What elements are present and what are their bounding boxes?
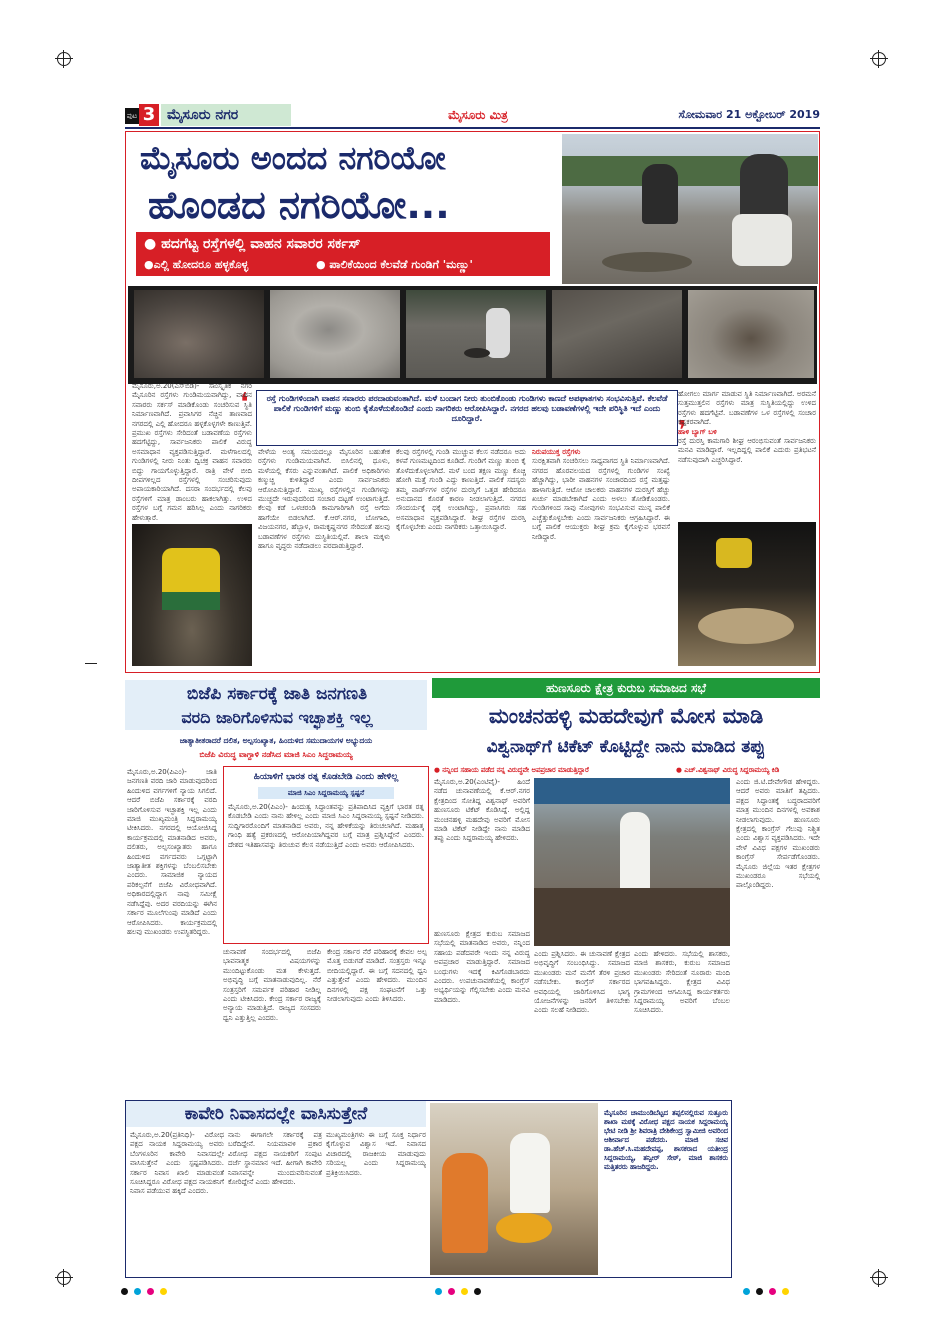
strip-photo-3 xyxy=(406,290,546,378)
strip-photo-3-pothole xyxy=(464,348,490,358)
hunsur-deck-2: ● ಎಚ್.ವಿಶ್ವನಾಥ್ ವಿರುದ್ಧ ಸಿದ್ದರಾಮಯ್ಯ ಕಿಡಿ xyxy=(676,766,780,774)
issue-date: ಸೋಮವಾರ 21 ಅಕ್ಟೋಬರ್ 2019 xyxy=(678,108,820,121)
dot-yellow xyxy=(160,1288,167,1295)
bjp-col-3: ಚುನಾವಣೆ ಸಂದರ್ಭದಲ್ಲಿ ಬಿಜೆಪಿ ಭಾವನಾತ್ಮಕ ವಿಷಯಗಳನ್ನು ಮುಂದಿಟ್ಟುಕೊಂಡು ಮತ ಕೇಳುತ್ತದೆ. ಅಭಿವೃದ್ಧಿ ಬಗ್ಗೆ ಮಾತನಾಡುವುದಿಲ್ಲ. ನೆರೆ ಸಂತ್ರಸ್ತರಿಗೆ ಸಮರ್ಪಕ ಪರಿಹಾರ ನೀಡಿಲ್ಲ ಎಂದು ಟೀಕಿಸಿದರು. ಕೇಂದ್ರ ಸರ್ಕಾರ ರಾಜ್ಯಕ್ಕೆ ಅನ್ಯಾಯ ಮಾಡುತ್ತಿದೆ. ರಾಜ್ಯದ ಸಂಸದರು ಧ್ವನಿ ಎತ್ತುತ್ತಿಲ್ಲ ಎಂದರು. xyxy=(223,948,321,1022)
strip-photo-4 xyxy=(552,290,682,378)
lead-photo-autorickshaw xyxy=(132,524,252,666)
bjp-headline-1: ಬಿಜೆಪಿ ಸರ್ಕಾರಕ್ಕೆ ಜಾತಿ ಜನಗಣತಿ xyxy=(186,684,368,704)
masthead xyxy=(125,104,820,126)
hunsur-col-3: ಎಂದು ಪ್ರಶ್ನಿಸಿದರು. ಈ ಚುನಾವಣೆ ಕ್ಷೇತ್ರದ ಅಭಿವೃದ್ಧಿಗೆ ಸಂಬಂಧಿಸಿದ್ದು. ಸಮಾಜದ ಮುಖಂಡರು ಮನೆ ಮನೆಗೆ ತೆರಳಿ ಪ್ರಚಾರ ನಡೆಸಬೇಕು. ಕಾಂಗ್ರೆಸ್ ಸರ್ಕಾರದ ಅವಧಿಯಲ್ಲಿ ಜಾರಿಗೊಳಿಸಿದ ಭಾಗ್ಯ ಯೋಜನೆಗಳನ್ನು ಜನರಿಗೆ ತಿಳಿಸಬೇಕು ಎಂದು ಸಲಹೆ ನೀಡಿದರು. xyxy=(534,950,630,1015)
bjp-subhead-1: ಜಾತ್ಯಾತೀತರಾದರೆ ದಲಿತ, ಅಲ್ಪಸಂಖ್ಯಾತ, ಹಿಂದುಳಿದ ಸಮುದಾಯಗಳ ಅಭ್ಯುದಯ xyxy=(179,736,373,745)
lead-col-4 xyxy=(532,448,670,666)
hunsur-col-1a: ಮೈಸೂರು,ಅ.20(ಎಂಟಿವೈ)- ಹಿಂದೆ ನಡೆದ ಚುನಾವಣೆಯಲ್ಲಿ ಕೆ.ಆರ್.ನಗರ ಕ್ಷೇತ್ರದಿಂದ ಸೋತಿದ್ದ ವಿಶ್ವನಾಥ್ ಅವರಿಗೆ ಹುಣಸೂರು ಟಿಕೆಟ್ ಕೊಡಿಸಿದ್ದೆ. ಅಲ್ಲಿದ್ದ ಮಂಚನಹಳ್ಳಿ ಮಹದೇವು ಅವರಿಗೆ ಮೋಸ ಮಾಡಿ ಟಿಕೆಟ್ ನೀಡಿದ್ದೇ ನಾನು ಮಾಡಿದ ತಪ್ಪು ಎಂದು ಸಿದ್ದರಾಮಯ್ಯ ಹೇಳಿದರು. xyxy=(434,778,530,843)
bjp-subhead-2: ಬಿಜೆಪಿ ವಿರುದ್ಧ ವಾಗ್ದಾಳಿ ನಡೆಸಿದ ಮಾಜಿ ಸಿಎಂ ಸಿದ್ದರಾಮಯ್ಯ xyxy=(199,750,353,759)
color-bar-right xyxy=(740,1280,820,1290)
kaveri-col-3: ಮುಖ್ಯಮಂತ್ರಿಗಳು ಈ ಬಗ್ಗೆ ಸೂಕ್ತ ನಿರ್ಧಾರ ಕೈಗೊಳ್ಳುವ ವಿಶ್ವಾಸ ಇದೆ. ನಿವಾಸದ ವಿಚಾರದಲ್ಲಿ ರಾಜಕೀಯ ಮಾಡುವುದು ಸರಿಯಲ್ಲ ಎಂದು ಸಿದ್ದರಾಮಯ್ಯ ಪ್ರತಿಕ್ರಿಯಿಸಿದರು. xyxy=(326,1131,426,1177)
lead-deck-line1: ● ಹದಗೆಟ್ಟ ರಸ್ತೆಗಳಲ್ಲಿ ವಾಹನ ಸವಾರರ ಸರ್ಕಸ್ xyxy=(144,236,361,252)
dot-black xyxy=(474,1288,481,1295)
pullquote-text: ರಸ್ತೆ ಗುಂಡಿಗಳಿಂದಾಗಿ ವಾಹನ ಸವಾರರು ಪರದಾಡುವಂತಾಗಿದೆ. ಮಳೆ ಬಂದಾಗ ನೀರು ತುಂಬಿಕೊಂಡು ಗುಂಡಿಗಳು ಕಾಣದೆ ಅಪಘಾತಗಳು ಸಂಭವಿಸುತ್ತಿವೆ. ಕೆಲವೆಡೆ ಪಾಲಿಕೆ ಗುಂಡಿಗಳಿಗೆ ಮಣ್ಣು ತುಂಬಿ ಕೈತೊಳೆದುಕೊಂಡಿದೆ ಎಂದು ನಾಗರಿಕರು ಆರೋಪಿಸಿದ್ದಾರೆ. ನಗರದ ಹಲವು ಬಡಾವಣೆಗಳಲ್ಲಿ ಇದೇ ಪರಿಸ್ಥಿತಿ ಇದೆ ಎಂದು ದೂರಿದ್ದಾರೆ. xyxy=(266,394,668,423)
masthead-rule xyxy=(125,127,820,129)
bjp-col-1: ಮೈಸೂರು,ಅ.20(ಪಿಎಂ)- ಜಾತಿ ಜನಗಣತಿ ವರದಿ ಜಾರಿ ಮಾಡುವುದರಿಂದ ಹಿಂದುಳಿದ ವರ್ಗಗಳಿಗೆ ನ್ಯಾಯ ಸಿಗಲಿದೆ. ಆದರೆ ಬಿಜೆಪಿ ಸರ್ಕಾರಕ್ಕೆ ವರದಿ ಜಾರಿಗೊಳಿಸುವ ಇಚ್ಛಾಶಕ್ತಿ ಇಲ್ಲ ಎಂದು ಮಾಜಿ ಮುಖ್ಯಮಂತ್ರಿ ಸಿದ್ದರಾಮಯ್ಯ ಟೀಕಿಸಿದರು. ನಗರದಲ್ಲಿ ಆಯೋಜಿಸಿದ್ದ ಕಾರ್ಯಕ್ರಮದಲ್ಲಿ ಮಾತನಾಡಿದ ಅವರು, ದಲಿತರು, ಅಲ್ಪಸಂಖ್ಯಾತರು ಹಾಗೂ ಹಿಂದುಳಿದ ವರ್ಗದವರು ಒಗ್ಗಟ್ಟಾಗಿ ಜಾತ್ಯಾತೀತ ಶಕ್ತಿಗಳನ್ನು ಬೆಂಬಲಿಸಬೇಕು ಎಂದರು. ಸಾಮಾಜಿಕ ನ್ಯಾಯದ ಪರಿಕಲ್ಪನೆಗೆ ಬಿಜೆಪಿ ವಿರೋಧವಾಗಿದೆ. ಅಧಿಕಾರದಲ್ಲಿದ್ದಾಗ ನಾವು ಸಮೀಕ್ಷೆ ನಡೆಸಿದ್ದೆವು. ಅದರ ವರದಿಯನ್ನು ಈಗಿನ ಸರ್ಕಾರ ಮೂಲೆಗುಂಪು ಮಾಡಿದೆ ಎಂದು ಆರೋಪಿಸಿದರು. ಕಾರ್ಯಕ್ರಮದಲ್ಲಿ ಹಲವು ಮುಖಂಡರು ಉಪಸ್ಥಿತರಿದ್ದರು. xyxy=(127,768,217,936)
lead-story xyxy=(125,131,820,673)
lead-deck-line2a: ●ಎಲ್ಲಿ ಹೋದರೂ ಹಳ್ಳಕೊಳ್ಳ xyxy=(144,258,249,271)
lead-col-3: ಕೆಲವು ರಸ್ತೆಗಳಲ್ಲಿ ಗುಂಡಿ ಮುಚ್ಚುವ ಕೆಲಸ ನಡೆದರೂ ಅದು ಕಳಪೆ ಗುಣಮಟ್ಟದಿಂದ ಕೂಡಿದೆ. ಗುಂಡಿಗೆ ಮಣ್ಣು ತುಂಬಿ ಕೈ ತೊಳೆದುಕೊಳ್ಳಲಾಗಿದೆ. ಮಳೆ ಬಂದ ತಕ್ಷಣ ಮಣ್ಣು ಕೊಚ್ಚಿ ಹೋಗಿ ಮತ್ತೆ ಗುಂಡಿ ಎದ್ದು ಕಾಣುತ್ತಿದೆ. ಪಾಲಿಕೆ ಸದಸ್ಯರು ತಮ್ಮ ವಾರ್ಡ್‌ಗಳ ರಸ್ತೆಗಳ ದುರಸ್ತಿಗೆ ಒತ್ತಡ ಹೇರಿದರೂ ಅನುದಾನದ ಕೊರತೆ ಕಾರಣ ನೀಡಲಾಗುತ್ತಿದೆ. ನಗರದ ಸೌಂದರ್ಯಕ್ಕೆ ಧಕ್ಕೆ ಉಂಟಾಗಿದ್ದು, ಪ್ರವಾಸಿಗರು ಸಹ ಅಸಮಾಧಾನ ವ್ಯಕ್ತಪಡಿಸಿದ್ದಾರೆ. ಶೀಘ್ರ ರಸ್ತೆಗಳ ದುರಸ್ತಿ ಕೈಗೊಳ್ಳಬೇಕು ಎಂದು ನಾಗರಿಕರು ಒತ್ತಾಯಿಸಿದ್ದಾರೆ. xyxy=(396,448,526,532)
strip-photo-5 xyxy=(688,290,814,378)
scooter-2 xyxy=(732,214,792,266)
color-bar-left xyxy=(118,1280,198,1290)
kaveri-caption: ಮೈಸೂರಿನ ಚಾಮುಂಡಿಬೆಟ್ಟದ ತಪ್ಪಲಿನಲ್ಲಿರುವ ಸುತ್ತೂರು ಶಾಖಾ ಮಠಕ್ಕೆ ವಿರೋಧ ಪಕ್ಷದ ನಾಯಕ ಸಿದ್ದರಾಮಯ್ಯ ಭೇಟಿ ನೀಡಿ ಶ್ರೀ ಶಿವರಾತ್ರಿ ದೇಶಿಕೇಂದ್ರ ಸ್ವಾಮೀಜಿ ಅವರಿಂದ ಆಶೀರ್ವಾದ ಪಡೆದರು. ಮಾಜಿ ಸಚಿವ ಡಾ.ಹೆಚ್.ಸಿ.ಮಹದೇವಪ್ಪ, ಶಾಸಕರಾದ ಯತೀಂದ್ರ ಸಿದ್ದರಾಮಯ್ಯ, ತನ್ವೀರ್ ಸೇಠ್, ಮಾಜಿ ಶಾಸಕರು ಮತ್ತಿತರರು ಹಾಜರಿದ್ದರು. xyxy=(604,1109,728,1171)
bharat-ratna-inset xyxy=(223,766,429,944)
kaveri-story xyxy=(125,1100,732,1278)
kaveri-photo-blessing xyxy=(430,1103,598,1275)
pothole-water xyxy=(602,252,692,272)
inset-body: ಮೈಸೂರು,ಅ.20(ಪಿಎಂ)- ಹಿಂದುತ್ವ ಸಿದ್ಧಾಂತವನ್ನು ಪ್ರತಿಪಾದಿಸಿದ ವ್ಯಕ್ತಿಗೆ ಭಾರತ ರತ್ನ ಕೊಡಬೇಡಿ ಎಂದು ನಾನು ಹೇಳಿಲ್ಲ ಎಂದು ಮಾಜಿ ಸಿಎಂ ಸಿದ್ದರಾಮಯ್ಯ ಸ್ಪಷ್ಟನೆ ನೀಡಿದರು. ಸುದ್ದಿಗಾರರೊಂದಿಗೆ ಮಾತನಾಡಿದ ಅವರು, ನನ್ನ ಹೇಳಿಕೆಯನ್ನು ತಿರುಚಲಾಗಿದೆ. ಮಹಾತ್ಮ ಗಾಂಧಿ ಹತ್ಯೆ ಪ್ರಕರಣದಲ್ಲಿ ಆರೋಪಿಯಾಗಿದ್ದವರ ಬಗ್ಗೆ ಮಾತ್ರ ಪ್ರಶ್ನಿಸಿದ್ದೇನೆ ಎಂದರು. ದೇಶದ ಇತಿಹಾಸವನ್ನು ತಿರುಚುವ ಕೆಲಸ ನಡೆಯುತ್ತಿದೆ ಎಂದು ಅವರು ಆರೋಪಿಸಿದರು. xyxy=(228,803,424,849)
bjp-headline-2: ವರದಿ ಜಾರಿಗೊಳಿಸುವ ಇಚ್ಛಾಶಕ್ತಿ ಇಲ್ಲ xyxy=(181,708,373,727)
dot-magenta xyxy=(769,1288,776,1295)
lead-headline-line2: ಹೊಂಡದ ನಗರಿಯೋ... xyxy=(148,183,450,227)
strip-photo-2 xyxy=(270,290,400,378)
hunsur-deck-1: ● ನನ್ನಿಂದ ಸಹಾಯ ಪಡೆದ ನನ್ನ ವಿರುದ್ಧವೇ ಅಪಪ್ರಚಾರ ಮಾಡುತ್ತಿದ್ದಾರೆ xyxy=(434,766,589,774)
lead-headline-line1: ಮೈಸೂರು ಅಂದದ ನಗರಿಯೋ xyxy=(140,139,446,177)
registration-mark-bottom-left xyxy=(57,1271,71,1285)
lead-col-5 xyxy=(678,390,816,516)
hunsur-col-5: ಎಂದು ಜಿ.ಟಿ.ದೇವೇಗೌಡ ಹೇಳಿದ್ದರು. ಆದರೆ ಅವರು ಮಾತಿಗೆ ತಪ್ಪಿದರು. ಪಕ್ಷದ ಸಿದ್ಧಾಂತಕ್ಕೆ ಬದ್ಧರಾದವರಿಗೆ ಮಾತ್ರ ಮುಂದಿನ ದಿನಗಳಲ್ಲಿ ಅವಕಾಶ ನೀಡಲಾಗುವುದು. ಹುಣಸೂರು ಕ್ಷೇತ್ರದಲ್ಲಿ ಕಾಂಗ್ರೆಸ್ ಗೆಲುವು ನಿಶ್ಚಿತ ಎಂದು ವಿಶ್ವಾಸ ವ್ಯಕ್ತಪಡಿಸಿದರು. ಇದೇ ವೇಳೆ ವಿವಿಧ ಪಕ್ಷಗಳ ಮುಖಂಡರು ಕಾಂಗ್ರೆಸ್ ಸೇರ್ಪಡೆಗೊಂಡರು. ಮೈಸೂರು ಜಿಲ್ಲೆಯ ಇತರ ಕ್ಷೇತ್ರಗಳ ಮುಖಂಡರೂ ಸಭೆಯಲ್ಲಿ ಪಾಲ್ಗೊಂಡಿದ್ದರು. xyxy=(736,778,820,890)
lead-photo-scooter-riders xyxy=(562,134,818,284)
strip-photo-1 xyxy=(134,290,264,378)
leader-figure-2 xyxy=(510,1133,550,1213)
lead-deck xyxy=(136,232,550,276)
dot-black xyxy=(121,1288,128,1295)
page-number: 3 xyxy=(139,104,159,126)
dot-yellow xyxy=(461,1288,468,1295)
flooded-autorickshaw xyxy=(716,538,752,568)
kaveri-headline: ಕಾವೇರಿ ನಿವಾಸದಲ್ಲೇ ವಾಸಿಸುತ್ತೇನೆ xyxy=(126,1101,426,1127)
paper-name: ಮೈಸೂರು ಮಿತ್ರ xyxy=(448,108,508,122)
rider-1 xyxy=(642,164,678,224)
crop-line-left xyxy=(85,663,97,664)
dot-cyan xyxy=(134,1288,141,1295)
hunsur-headline-2: ವಿಶ್ವನಾಥ್‌ಗೆ ಟಿಕೆಟ್ ಕೊಟ್ಟಿದ್ದೇ ನಾನು ಮಾಡಿದ ತಪ್ಪು xyxy=(486,737,766,757)
quote-mark-right: ❜ xyxy=(678,416,687,446)
lead-col-5-subhead: ಹಾಳಿ ಬ್ಯಾಗ್ ಬಳಿ xyxy=(678,427,717,436)
lead-col-4-body: ಸುರಕ್ಷಿತವಾಗಿ ಸಂಚರಿಸಲು ಸಾಧ್ಯವಾಗದ ಸ್ಥಿತಿ ನಿರ್ಮಾಣವಾಗಿದೆ. ನಗರದ ಹೊರವಲಯದ ರಸ್ತೆಗಳಲ್ಲಿ ಗುಂಡಿಗಳ ಸಂಖ್ಯೆ ಹೆಚ್ಚಾಗಿದ್ದು, ಭಾರೀ ವಾಹನಗಳ ಸಂಚಾರದಿಂದ ರಸ್ತೆ ಮತ್ತಷ್ಟು ಹಾಳಾಗುತ್ತಿದೆ. ಆಟೋ ಚಾಲಕರು ವಾಹನಗಳ ದುರಸ್ತಿಗೆ ಹೆಚ್ಚು ಖರ್ಚು ಮಾಡಬೇಕಾಗಿದೆ ಎಂದು ಅಳಲು ತೋಡಿಕೊಂಡರು. ಗುಂಡಿಗಳಿಂದ ಸಾವು ನೋವುಗಳು ಸಂಭವಿಸುವ ಮುನ್ನ ಪಾಲಿಕೆ ಎಚ್ಚೆತ್ತುಕೊಳ್ಳಬೇಕು ಎಂದು ಸಾರ್ವಜನಿಕರು ಆಗ್ರಹಿಸಿದ್ದಾರೆ. ಈ ಬಗ್ಗೆ ಪಾಲಿಕೆ ಆಯುಕ್ತರು ಶೀಘ್ರ ಕ್ರಮ ಕೈಗೊಳ್ಳುವ ಭರವಸೆ ನೀಡಿದ್ದಾರೆ. xyxy=(532,457,670,541)
meeting-banner xyxy=(534,778,730,804)
registration-mark-top-right xyxy=(872,52,886,66)
registration-mark-bottom-right xyxy=(872,1271,886,1285)
inset-headline: ಹಿಯಾಳಿಗೆ ಭಾರತ ರತ್ನ ಕೊಡಬೇಡಿ ಎಂದು ಹೇಳಿಲ್ಲ xyxy=(253,772,399,782)
kaveri-col-1: ಮೈಸೂರು,ಅ.20(ಪ್ರತಿನಿಧಿ)- ವಿರೋಧ ಪಕ್ಷದ ನಾಯಕ ಸಿದ್ದರಾಮಯ್ಯ ಅವರು ಬೆಂಗಳೂರಿನ ಕಾವೇರಿ ನಿವಾಸದಲ್ಲೇ ವಾಸಿಸುತ್ತೇನೆ ಎಂದು ಸ್ಪಷ್ಟಪಡಿಸಿದರು. ಸರ್ಕಾರ ನಿವಾಸ ಖಾಲಿ ಮಾಡುವಂತೆ ಸೂಚಿಸಿದ್ದರೂ ವಿರೋಧ ಪಕ್ಷದ ನಾಯಕನಿಗೆ ನಿವಾಸ ಪಡೆಯುವ ಹಕ್ಕಿದೆ ಎಂದರು. xyxy=(130,1131,224,1196)
flood-puddle xyxy=(698,608,794,644)
dot-cyan xyxy=(435,1288,442,1295)
lead-photo-flooded-pothole xyxy=(678,522,816,666)
page-label: ಪುಟ xyxy=(125,108,139,124)
lead-col-4-subhead: ನಿರುಪಯುಕ್ತ ರಸ್ತೆಗಳು xyxy=(532,448,581,456)
hunsur-banner: ಹುಣಸೂರು ಕ್ಷೇತ್ರ ಕುರುಬ ಸಮಾಜದ ಸಭೆ xyxy=(432,678,820,698)
strip-photo-3-rider xyxy=(486,308,510,358)
dot-yellow xyxy=(782,1288,789,1295)
lead-deck-line2b: ● ಪಾಲಿಕೆಯಿಂದ ಕೆಲವೆಡೆ ಗುಂಡಿಗೆ 'ಮಣ್ಣು' xyxy=(316,258,473,271)
kaveri-col-2: ನಾನು ಈಗಾಗಲೇ ಸರ್ಕಾರಕ್ಕೆ ಪತ್ರ ಬರೆದಿದ್ದೇನೆ. ನಿಯಮಾವಳಿ ಪ್ರಕಾರ ವಿರೋಧ ಪಕ್ಷದ ನಾಯಕರಿಗೆ ಸಂಪುಟ ದರ್ಜೆ ಸ್ಥಾನಮಾನ ಇದೆ. ಹೀಗಾಗಿ ಕಾವೇರಿ ನಿವಾಸವನ್ನೇ ಮುಂದುವರಿಸುವಂತೆ ಕೋರಿದ್ದೇನೆ ಎಂದು ಹೇಳಿದರು. xyxy=(228,1131,322,1187)
color-bar-center xyxy=(432,1280,512,1290)
hunsur-photo-meeting xyxy=(534,778,730,946)
quote-mark-left: ❛ xyxy=(240,388,249,418)
lead-col-1-top: ಮೈಸೂರು,ಅ.20(ಎಸ್‌ಬಿಡಿ)- ಸಾಂಸ್ಕೃತಿಕ ನಗರಿ ಮೈಸೂರಿನ ರಸ್ತೆಗಳು ಗುಂಡಿಮಯವಾಗಿದ್ದು, ವಾಹನ ಸವಾರರು ಸರ್ಕಸ್ ಮಾಡಿಕೊಂಡು ಸಂಚರಿಸುವ ಸ್ಥಿತಿ ನಿರ್ಮಾಣವಾಗಿದೆ. ಪ್ರವಾಸಿಗರ ನೆಚ್ಚಿನ ತಾಣವಾದ ನಗರದಲ್ಲಿ ಎಲ್ಲಿ ಹೋದರೂ ಹಳ್ಳಕೊಳ್ಳಗಳೇ ಕಾಣುತ್ತಿವೆ. ಪ್ರಮುಖ ರಸ್ತೆಗಳು ಸೇರಿದಂತೆ ಬಡಾವಣೆಯ ರಸ್ತೆಗಳು ಹದಗೆಟ್ಟಿದ್ದು, ಸಾರ್ವಜನಿಕರು ಪಾಲಿಕೆ ವಿರುದ್ಧ ಅಸಮಾಧಾನ ವ್ಯಕ್ತಪಡಿಸುತ್ತಿದ್ದಾರೆ. ಮಳೆಗಾಲದಲ್ಲಿ ಗುಂಡಿಗಳಲ್ಲಿ ನೀರು ನಿಂತು ದ್ವಿಚಕ್ರ ವಾಹನ ಸವಾರರು ಬಿದ್ದು ಗಾಯಗೊಳ್ಳುತ್ತಿದ್ದಾರೆ. ರಾತ್ರಿ ವೇಳೆ ಬೀದಿ ದೀಪಗಳಿಲ್ಲದ ರಸ್ತೆಗಳಲ್ಲಿ ಸಂಚರಿಸುವುದು ಅಪಾಯಕಾರಿಯಾಗಿದೆ. ದಸರಾ ಸಂದರ್ಭದಲ್ಲಿ ಕೆಲವು ರಸ್ತೆಗಳಿಗೆ ಮಾತ್ರ ಡಾಂಬರು ಹಾಕಲಾಗಿತ್ತು. ಉಳಿದ ರಸ್ತೆಗಳ ಬಗ್ಗೆ ಗಮನ ಹರಿಸಿಲ್ಲ ಎಂದು ನಾಗರಿಕರು ಹೇಳುತ್ತಾರೆ. xyxy=(132,382,252,522)
hunsur-col-1b: ಹುಣಸೂರು ಕ್ಷೇತ್ರದ ಕುರುಬ ಸಮಾಜದ ಸಭೆಯಲ್ಲಿ ಮಾತನಾಡಿದ ಅವರು, ನನ್ನಿಂದ ಸಹಾಯ ಪಡೆದವರೇ ಇಂದು ನನ್ನ ವಿರುದ್ಧ ಅಪಪ್ರಚಾರ ಮಾಡುತ್ತಿದ್ದಾರೆ. ಸಮಾಜದ ಬಂಧುಗಳು ಇದಕ್ಕೆ ಕಿವಿಗೊಡಬಾರದು ಎಂದರು. ಉಪಚುನಾವಣೆಯಲ್ಲಿ ಕಾಂಗ್ರೆಸ್ ಅಭ್ಯರ್ಥಿಯನ್ನು ಗೆಲ್ಲಿಸಬೇಕು ಎಂದು ಮನವಿ ಮಾಡಿದರು. xyxy=(434,930,530,1004)
lead-col-2: ವೇಳೆಯ ಅಂತ್ಯ ಸಮಯದಲ್ಲೂ ಮೈಸೂರಿನ ಬಹುತೇಕ ರಸ್ತೆಗಳು ಗುಂಡಿಮಯವಾಗಿವೆ. ಬಿಸಿಲಿನಲ್ಲಿ ಧೂಳು, ಮಳೆಯಲ್ಲಿ ಕೆಸರು ಎನ್ನುವಂತಾಗಿದೆ. ಪಾಲಿಕೆ ಅಧಿಕಾರಿಗಳು ಕಣ್ಮುಚ್ಚಿ ಕುಳಿತಿದ್ದಾರೆ ಎಂದು ಸಾರ್ವಜನಿಕರು ಆರೋಪಿಸುತ್ತಿದ್ದಾರೆ. ಮುಖ್ಯ ರಸ್ತೆಗಳಲ್ಲಿನ ಗುಂಡಿಗಳನ್ನು ಮುಚ್ಚದೇ ಇರುವುದರಿಂದ ಸಂಚಾರ ದಟ್ಟಣೆ ಉಂಟಾಗುತ್ತಿದೆ. ಕೆಲವು ಕಡೆ ಒಳಚರಂಡಿ ಕಾಮಗಾರಿಗಾಗಿ ರಸ್ತೆ ಅಗೆದು ಹಾಗೆಯೇ ಬಿಡಲಾಗಿದೆ. ಕೆ.ಆರ್.ನಗರ, ಬೋಗಾದಿ, ವಿಜಯನಗರ, ಹೆಬ್ಬಾಳ, ರಾಮಕೃಷ್ಣನಗರ ಸೇರಿದಂತೆ ಹಲವು ಬಡಾವಣೆಗಳ ರಸ್ತೆಗಳು ದುಸ್ಥಿತಿಯಲ್ಲಿವೆ. ಶಾಲಾ ಮಕ್ಕಳು ಹಾಗೂ ವೃದ್ಧರು ನಡೆದಾಡಲು ಪರದಾಡುತ್ತಿದ್ದಾರೆ. xyxy=(258,448,390,551)
dot-magenta xyxy=(448,1288,455,1295)
pullquote-box xyxy=(256,390,678,446)
hunsur-headline-1: ಮಂಚನಹಳ್ಳಿ ಮಹದೇವುಗೆ ಮೋಸ ಮಾಡಿ xyxy=(488,704,764,728)
dot-cyan xyxy=(743,1288,750,1295)
lead-col-5-body: ಹೋಗಲು ಮಾರ್ಗ ಮಾಡುವ ಸ್ಥಿತಿ ನಿರ್ಮಾಣವಾಗಿದೆ. ಅರಮನೆ ಸುತ್ತಮುತ್ತಲಿನ ರಸ್ತೆಗಳು ಮಾತ್ರ ಸುಸ್ಥಿತಿಯಲ್ಲಿದ್ದು ಉಳಿದ ರಸ್ತೆಗಳು ಹದಗೆಟ್ಟಿವೆ. ಬಡಾವಣೆಗಳ ಒಳ ರಸ್ತೆಗಳಲ್ಲಿ ಸಂಚಾರ ಕಷ್ಟಕರವಾಗಿದೆ. xyxy=(678,390,816,427)
autorickshaw-base xyxy=(162,592,220,610)
fruit-basket xyxy=(496,1213,552,1243)
inset-subhead: ಮಾಜಿ ಸಿಎಂ ಸಿದ್ದರಾಮಯ್ಯ ಸ್ಪಷ್ಟನೆ xyxy=(258,787,394,799)
crowd xyxy=(534,888,730,946)
registration-mark-top-left xyxy=(57,52,71,66)
hunsur-col-4: ಎಂದು ಹೇಳಿದರು. ಸಭೆಯಲ್ಲಿ ಶಾಸಕರು, ಮಾಜಿ ಶಾಸಕರು, ಕುರುಬ ಸಮಾಜದ ಮುಖಂಡರು ಸೇರಿದಂತೆ ನೂರಾರು ಮಂದಿ ಭಾಗವಹಿಸಿದ್ದರು. ಕ್ಷೇತ್ರದ ವಿವಿಧ ಗ್ರಾಮಗಳಿಂದ ಆಗಮಿಸಿದ್ದ ಕಾರ್ಯಕರ್ತರು ಸಿದ್ದರಾಮಯ್ಯ ಅವರಿಗೆ ಬೆಂಬಲ ಸೂಚಿಸಿದರು. xyxy=(634,950,730,1015)
bjp-col-4: ಕೇಂದ್ರ ಸರ್ಕಾರ ನೆರೆ ಪರಿಹಾರಕ್ಕೆ ಕೇವಲ ಅಲ್ಪ ಮೊತ್ತ ಬಿಡುಗಡೆ ಮಾಡಿದೆ. ಸಂತ್ರಸ್ತರು ಇನ್ನೂ ಬೀದಿಯಲ್ಲಿದ್ದಾರೆ. ಈ ಬಗ್ಗೆ ಸದನದಲ್ಲಿ ಧ್ವನಿ ಎತ್ತುತ್ತೇವೆ ಎಂದು ಹೇಳಿದರು. ಮುಂದಿನ ದಿನಗಳಲ್ಲಿ ಪಕ್ಷ ಸಂಘಟನೆಗೆ ಒತ್ತು ನೀಡಲಾಗುವುದು ಎಂದು ತಿಳಿಸಿದರು. xyxy=(327,948,427,1004)
lead-col-5-body-2: ರಸ್ತೆ ದುರಸ್ತಿ ಕಾಮಗಾರಿ ಶೀಘ್ರ ಆರಂಭಿಸುವಂತೆ ಸಾರ್ವಜನಿಕರು ಮನವಿ ಮಾಡಿದ್ದಾರೆ. ಇಲ್ಲದಿದ್ದಲ್ಲಿ ಪಾಲಿಕೆ ಎದುರು ಪ್ರತಿಭಟನೆ ನಡೆಸುವುದಾಗಿ ಎಚ್ಚರಿಸಿದ್ದಾರೆ. xyxy=(678,437,816,464)
bjp-story xyxy=(125,680,427,1098)
dot-black xyxy=(756,1288,763,1295)
swamiji-figure xyxy=(442,1153,488,1253)
dot-magenta xyxy=(147,1288,154,1295)
section-title: ಮೈಸೂರು ನಗರ xyxy=(161,104,291,126)
